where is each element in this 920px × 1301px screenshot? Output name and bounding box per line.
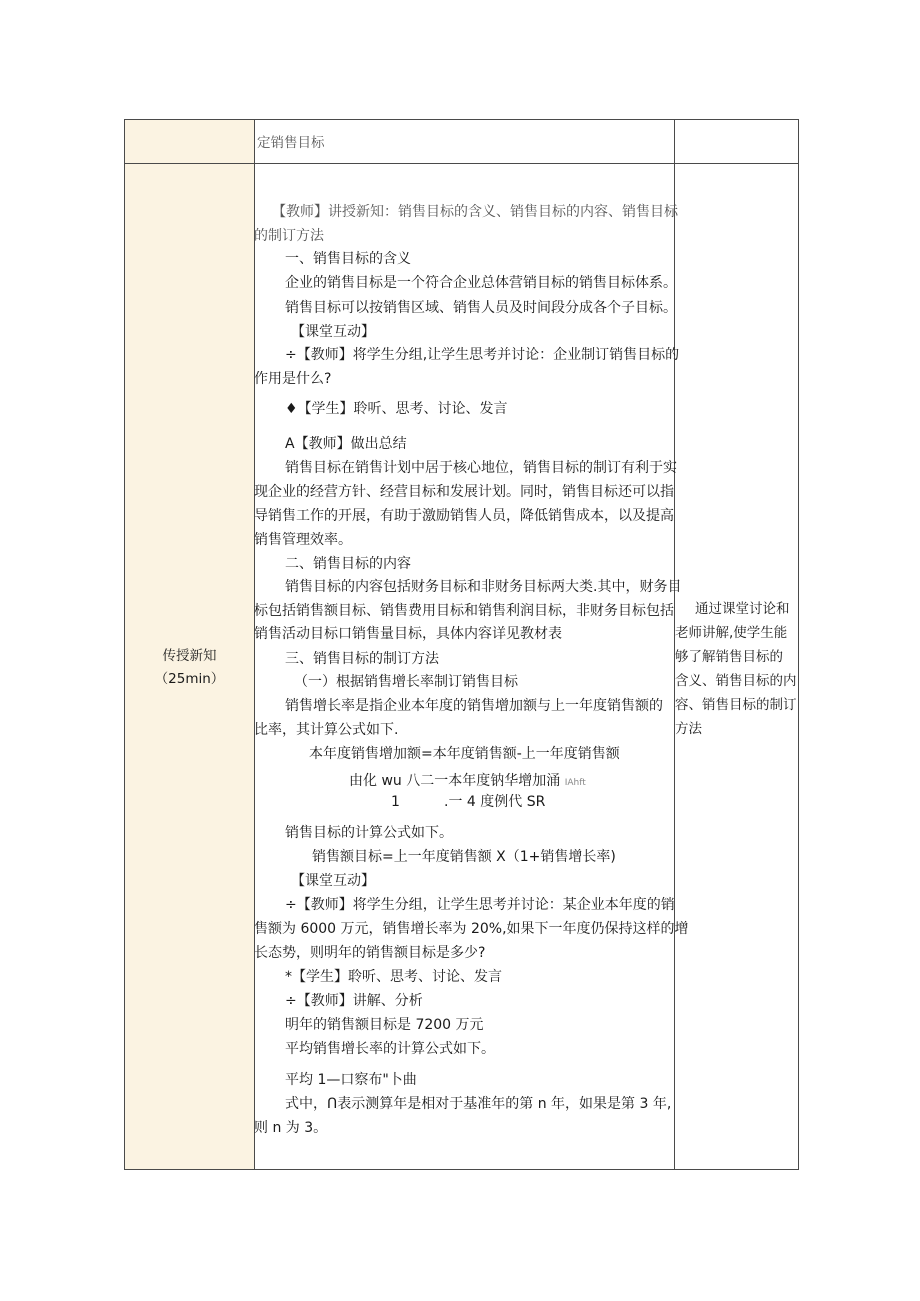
formula-3-num: 1 xyxy=(391,794,400,810)
remark-line-5: 容、销售目标的制订 xyxy=(675,697,797,713)
teacher-task-1a: ÷【教师】将学生分组,让学生思考并讨论：企业制订销售目标的 xyxy=(285,347,680,363)
remark-line-4: 含义、销售目标的内 xyxy=(675,673,797,689)
note-line-1: 式中，Ո表示测算年是相对于基准年的第 n 年，如果是第 3 年, xyxy=(285,1096,672,1112)
heading-1: 一、销售目标的含义 xyxy=(285,251,411,267)
row1-content-cell xyxy=(254,119,675,164)
summary-line-2: 现企业的经营方针、经营目标和发展计划。同时，销售目标还可以指 xyxy=(254,484,674,500)
answer-line: 明年的销售额目标是 7200 万元 xyxy=(285,1017,484,1033)
formula-2-sub: IAhft xyxy=(564,778,586,788)
summary-line-3: 导销售工作的开展，有助于激励销售人员，降低销售成本，以及提高 xyxy=(254,508,674,524)
remark-line-2: 老师讲解,使学生能 xyxy=(675,625,788,641)
heading-3a: （一）根据销售增长率制订销售目标 xyxy=(294,674,518,690)
student-activity-2: *【学生】聆听、思考、讨论、发言 xyxy=(285,969,502,985)
teacher-task-3: ÷【教师】讲解、分析 xyxy=(285,993,423,1009)
summary-line-1: 销售目标在销售计划中居于核心地位，销售目标的制订有利于实 xyxy=(285,460,677,476)
row1-remark-cell xyxy=(674,119,799,164)
teacher-task-2c: 长态势，则明年的销售额目标是多少? xyxy=(254,945,486,961)
intro-line-1: 【教师】讲授新知：销售目标的含义、销售目标的内容、销售目标 xyxy=(272,204,678,220)
heading-2: 二、销售目标的内容 xyxy=(285,556,411,572)
summary-line-4: 销售管理效率。 xyxy=(254,532,352,548)
formula-4: 销售额目标=上一年度销售额 X（1+销售增长率) xyxy=(312,849,616,865)
formula-3-den: .一 4 度例代 SR xyxy=(444,794,546,810)
avg-intro: 平均销售增长率的计算公式如下。 xyxy=(285,1041,495,1057)
note-line-2: 则 n 为 3。 xyxy=(254,1120,328,1136)
teacher-task-2a: ÷【教师】将学生分组，让学生思考并讨论：某企业本年度的销 xyxy=(285,897,675,913)
content-line-3: 销售活动目标口销售量目标，具体内容详见教材表 xyxy=(254,626,562,642)
interact-label-1: 【课堂互动】 xyxy=(291,324,375,340)
intro-line-2: 的制订方法 xyxy=(254,228,324,244)
formula-1: 本年度销售增加额=本年度销售额-上一年度销售额 xyxy=(309,746,620,762)
section-title: 传授新知 xyxy=(162,648,217,664)
section-duration: （25min） xyxy=(154,671,225,687)
row1-label-cell xyxy=(124,119,255,164)
para-2: 销售目标可以按销售区域、销售人员及时间段分成各个子目标。 xyxy=(285,300,677,316)
student-activity-1: ♦【学生】聆听、思考、讨论、发言 xyxy=(285,401,508,417)
content-line-1: 销售目标的内容包括财务目标和非财务目标两大类.其中，财务目 xyxy=(285,579,682,595)
interact-label-2: 【课堂互动】 xyxy=(291,873,375,889)
row1-content-text: 定销售目标 xyxy=(257,135,325,151)
teacher-summary: A【教师】做出总结 xyxy=(285,436,407,452)
formula-5: 平均 1—口察布"卜曲 xyxy=(285,1072,417,1088)
calc-intro: 销售目标的计算公式如下。 xyxy=(285,825,453,841)
heading-3: 三、销售目标的制订方法 xyxy=(285,651,439,667)
remark-line-6: 方法 xyxy=(675,721,702,737)
formula-2-main: 由化 wu 八二一本年度钠华增加涌 xyxy=(349,773,561,789)
growth-line-1: 销售增长率是指企业本年度的销售增加额与上一年度销售额的 xyxy=(285,698,663,714)
growth-line-2: 比率，其计算公式如下. xyxy=(254,722,399,738)
teacher-task-1b: 作用是什么? xyxy=(254,371,332,387)
remark-line-1: 通过课堂讨论和 xyxy=(695,601,790,617)
remark-line-3: 够了解销售目标的 xyxy=(675,649,783,665)
content-line-2: 标包括销售额目标、销售费用目标和销售利润目标，非财务目标包括 xyxy=(254,603,674,619)
para-1: 企业的销售目标是一个符合企业总体营销目标的销售目标体系。 xyxy=(285,275,677,291)
lesson-table xyxy=(124,119,799,1170)
teacher-task-2b: 售额为 6000 万元，销售增长率为 20%,如果下一年度仍保持这样的增 xyxy=(254,921,689,937)
